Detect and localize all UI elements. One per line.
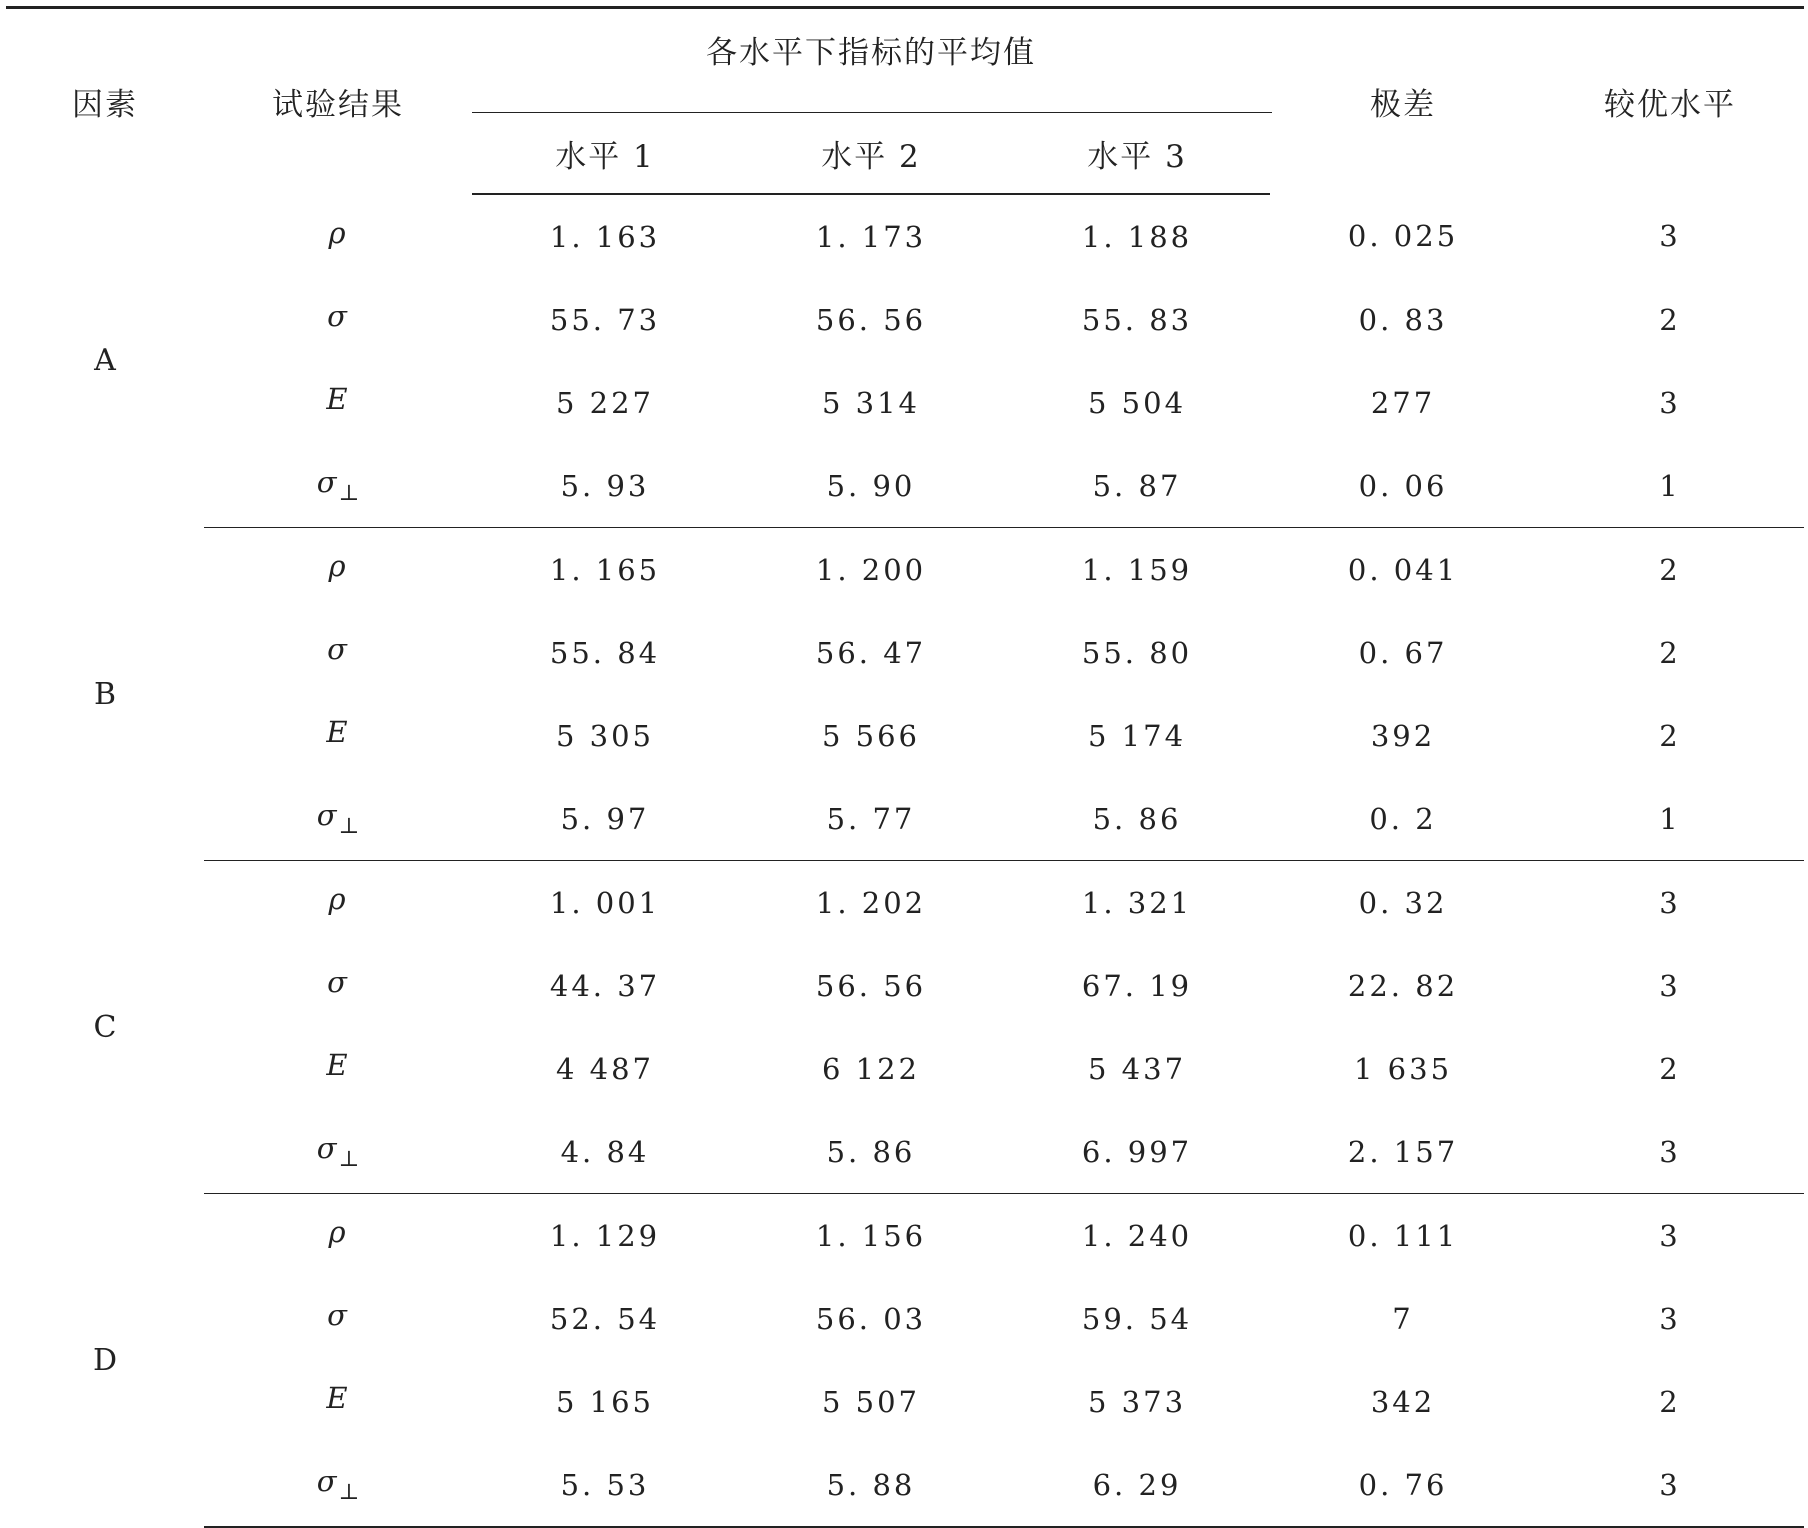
range-value: 22. 82 bbox=[1347, 968, 1459, 1003]
level-3-value: 5 174 bbox=[1088, 718, 1187, 753]
level-2-value: 1. 200 bbox=[815, 552, 927, 587]
better-level-value: 2 bbox=[1659, 718, 1681, 753]
table-row bbox=[6, 1194, 1804, 1278]
level-1-value: 4 487 bbox=[555, 1051, 655, 1086]
result-symbol: ρ bbox=[328, 1215, 346, 1249]
result-symbol: E bbox=[326, 1048, 348, 1082]
header-group-rule bbox=[472, 112, 1272, 113]
level-2-value: 5. 88 bbox=[738, 1443, 1004, 1527]
better-level-value: 2 bbox=[1659, 1384, 1681, 1419]
level-3-value: 55. 83 bbox=[1081, 302, 1193, 337]
result-symbol: σ bbox=[327, 1298, 347, 1332]
level-3-value: 1. 240 bbox=[1081, 1218, 1193, 1253]
level-1-value: 5. 53 bbox=[472, 1443, 738, 1527]
better-level-value: 1 bbox=[1536, 444, 1804, 528]
level-3-value: 5. 87 bbox=[1004, 444, 1270, 528]
table-row bbox=[6, 861, 1804, 945]
header-factor: 因素 bbox=[6, 8, 204, 195]
level-2-value: 6 122 bbox=[821, 1051, 921, 1086]
factor-label: A bbox=[94, 343, 116, 379]
level-3-value: 6. 29 bbox=[1004, 1443, 1270, 1527]
level-3-value: 1. 159 bbox=[1081, 552, 1193, 587]
table-row bbox=[6, 444, 1804, 528]
better-level-value: 2 bbox=[1659, 1051, 1681, 1086]
table-header bbox=[6, 8, 1804, 195]
level-1-value: 5. 97 bbox=[472, 777, 738, 861]
header-level-3: 水平 3 bbox=[1004, 113, 1270, 194]
better-level-value: 3 bbox=[1659, 968, 1681, 1003]
range-value: 0. 111 bbox=[1347, 1218, 1459, 1253]
result-symbol: E bbox=[326, 715, 348, 749]
table-row bbox=[6, 361, 1804, 444]
table-row bbox=[6, 528, 1804, 612]
orthogonal-range-table bbox=[6, 6, 1804, 1528]
result-symbol: ρ bbox=[328, 882, 346, 916]
factor-group-d bbox=[6, 1194, 1804, 1528]
level-2-value: 56. 56 bbox=[815, 302, 927, 337]
level-3-value: 6. 997 bbox=[1004, 1110, 1270, 1194]
better-level-value: 3 bbox=[1659, 219, 1681, 253]
level-3-value: 5. 86 bbox=[1004, 777, 1270, 861]
table-row bbox=[6, 944, 1804, 1027]
better-level-value: 2 bbox=[1659, 552, 1681, 587]
level-1-value: 55. 84 bbox=[549, 635, 661, 670]
result-symbol: σ bbox=[327, 299, 347, 333]
range-value: 0. 06 bbox=[1270, 444, 1536, 528]
result-symbol: $\sigma_\perp$ bbox=[204, 1110, 472, 1194]
table-row bbox=[6, 1110, 1804, 1194]
result-symbol: $\sigma_\perp$ bbox=[204, 777, 472, 861]
better-level-value: 3 bbox=[1536, 1443, 1804, 1527]
header-range: 极差 bbox=[1270, 8, 1536, 195]
level-2-value: 5 566 bbox=[821, 718, 921, 753]
level-1-value: 55. 73 bbox=[549, 302, 661, 337]
better-level-value: 2 bbox=[1659, 635, 1681, 670]
level-2-value: 1. 156 bbox=[815, 1218, 927, 1253]
level-3-value: 59. 54 bbox=[1081, 1301, 1193, 1336]
range-value: 1 635 bbox=[1354, 1051, 1453, 1086]
factor-group-a bbox=[6, 194, 1804, 528]
range-value: 392 bbox=[1370, 718, 1436, 753]
header-better-level: 较优水平 bbox=[1536, 8, 1804, 195]
table-row bbox=[6, 777, 1804, 861]
header-level-mean-title: 各水平下指标的平均值 bbox=[706, 35, 1037, 71]
better-level-value: 3 bbox=[1536, 1110, 1804, 1194]
table-row bbox=[6, 694, 1804, 777]
better-level-value: 3 bbox=[1659, 385, 1681, 420]
level-2-value: 5. 90 bbox=[738, 444, 1004, 528]
level-2-value: 56. 47 bbox=[815, 635, 927, 670]
level-2-value: 5 507 bbox=[821, 1384, 921, 1419]
level-2-value: 5 314 bbox=[821, 385, 921, 420]
level-3-value: 67. 19 bbox=[1081, 968, 1193, 1003]
level-3-value: 55. 80 bbox=[1081, 635, 1193, 670]
result-symbol: σ bbox=[327, 632, 347, 666]
level-1-value: 5 227 bbox=[555, 385, 655, 420]
range-value: 0. 041 bbox=[1347, 552, 1459, 587]
level-3-value: 1. 321 bbox=[1081, 885, 1193, 920]
result-symbol: E bbox=[326, 1381, 348, 1415]
level-2-value: 56. 56 bbox=[815, 968, 927, 1003]
better-level-value: 1 bbox=[1536, 777, 1804, 861]
level-1-value: 1. 129 bbox=[549, 1218, 661, 1253]
level-1-value: 1. 163 bbox=[549, 219, 661, 254]
better-level-value: 2 bbox=[1659, 302, 1681, 337]
result-symbol: E bbox=[326, 382, 348, 416]
header-level-1: 水平 1 bbox=[472, 113, 738, 194]
range-value: 0. 83 bbox=[1358, 302, 1448, 337]
range-value: 0. 76 bbox=[1270, 1443, 1536, 1527]
range-value: 7 bbox=[1392, 1301, 1414, 1336]
level-2-value: 1. 173 bbox=[815, 219, 927, 254]
table-row bbox=[6, 278, 1804, 361]
better-level-value: 3 bbox=[1659, 1218, 1681, 1253]
level-3-value: 5 437 bbox=[1088, 1051, 1187, 1086]
level-3-value: 1. 188 bbox=[1081, 219, 1193, 254]
factor-group-c bbox=[6, 861, 1804, 1194]
factor-label: B bbox=[93, 676, 117, 712]
range-value: 0. 32 bbox=[1358, 885, 1448, 920]
factor-label: D bbox=[92, 1342, 118, 1378]
level-1-value: 1. 165 bbox=[549, 552, 661, 587]
level-3-value: 5 504 bbox=[1088, 385, 1187, 420]
level-1-value: 5 165 bbox=[555, 1384, 655, 1419]
result-symbol: ρ bbox=[328, 215, 346, 250]
level-3-value: 5 373 bbox=[1088, 1384, 1187, 1419]
table-row bbox=[6, 194, 1804, 278]
level-2-value: 1. 202 bbox=[815, 885, 927, 920]
level-1-value: 4. 84 bbox=[472, 1110, 738, 1194]
level-2-value: 56. 03 bbox=[815, 1301, 927, 1336]
factor-label: C bbox=[93, 1009, 117, 1045]
level-2-value: 5. 77 bbox=[738, 777, 1004, 861]
range-value: 2. 157 bbox=[1270, 1110, 1536, 1194]
table-row bbox=[6, 1277, 1804, 1360]
range-value: 342 bbox=[1370, 1384, 1436, 1419]
header-result: 试验结果 bbox=[204, 8, 472, 195]
header-level-2: 水平 2 bbox=[738, 113, 1004, 194]
range-value: 0. 025 bbox=[1347, 219, 1459, 253]
result-symbol: $\sigma_\perp$ bbox=[204, 444, 472, 528]
range-value: 277 bbox=[1370, 385, 1436, 420]
table-row bbox=[6, 611, 1804, 694]
table-row bbox=[6, 1360, 1804, 1443]
level-1-value: 44. 37 bbox=[549, 968, 661, 1003]
table-row bbox=[6, 1027, 1804, 1110]
result-symbol: $\sigma_\perp$ bbox=[204, 1443, 472, 1527]
result-symbol: σ bbox=[327, 965, 347, 999]
result-symbol: ρ bbox=[328, 549, 346, 583]
level-1-value: 5 305 bbox=[555, 718, 655, 753]
better-level-value: 3 bbox=[1659, 885, 1681, 920]
range-value: 0. 67 bbox=[1358, 635, 1448, 670]
table-row bbox=[6, 1443, 1804, 1527]
level-1-value: 5. 93 bbox=[472, 444, 738, 528]
level-1-value: 52. 54 bbox=[549, 1301, 661, 1336]
factor-group-b bbox=[6, 528, 1804, 861]
results-table bbox=[6, 6, 1804, 1528]
header-level-mean-group bbox=[472, 8, 1270, 114]
level-2-value: 5. 86 bbox=[738, 1110, 1004, 1194]
better-level-value: 3 bbox=[1659, 1301, 1681, 1336]
range-value: 0. 2 bbox=[1270, 777, 1536, 861]
level-1-value: 1. 001 bbox=[549, 885, 661, 920]
